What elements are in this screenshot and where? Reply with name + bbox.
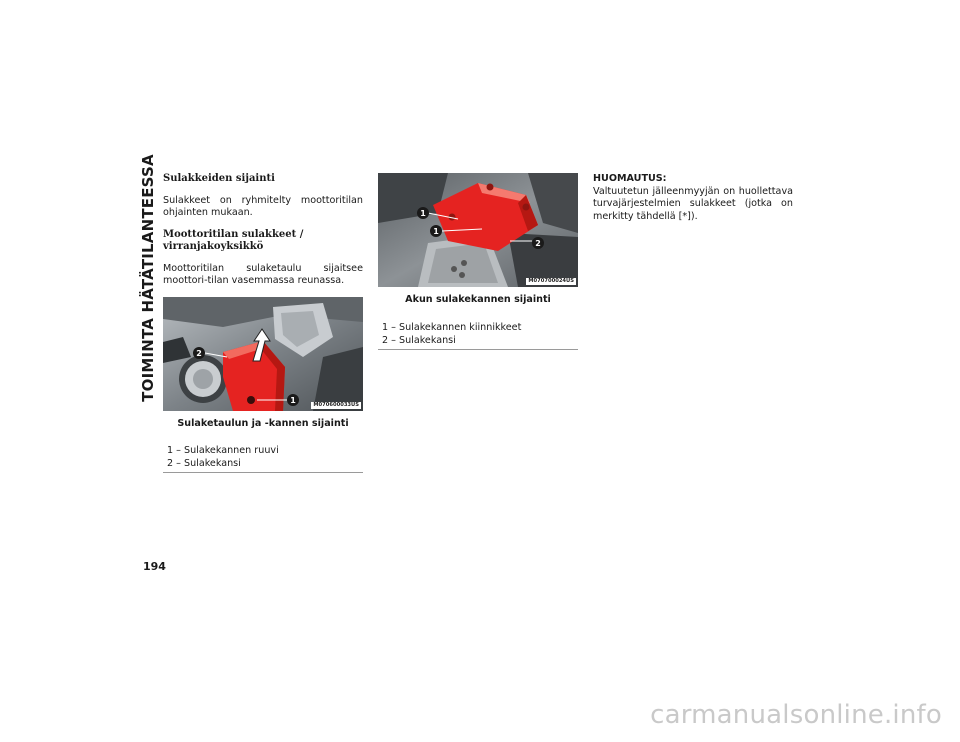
callout-2: 2 [196,348,202,358]
figure-caption: Akun sulakekannen sijainti [405,294,551,305]
figure-code: M070700024US [528,278,574,284]
battery-area-illustration [378,173,578,287]
note-title: HUOMAUTUS: [593,173,667,184]
engine-bay-illustration [163,297,363,411]
watermark: carmanualsonline.info [650,700,942,730]
paragraph-fuse-grouping: Sulakkeet on ryhmitelty moottoritilan ohjainten mukaan. [163,194,363,218]
callout-1b: 1 [433,227,439,236]
page-number: 194 [143,560,166,573]
legend-item: 2 – Sulakekansi [382,334,456,346]
legend-item: 1 – Sulakekannen ruuvi [167,445,279,456]
figure-battery-fuse-photo [378,173,578,287]
note-text: Valtuutetun jälleenmyyjän on huollettava turvajärjestelmien sulakkeet (jotka on merkitty tähdellä [*]). [593,185,793,222]
figure-fuse-panel-photo [163,297,363,411]
legend-divider [163,472,363,473]
figure-caption: Sulaketaulun ja -kannen sijainti [177,417,349,429]
legend-divider [378,349,578,350]
column-left [163,173,363,473]
heading-fuse-locations: Sulakkeiden sijainti [163,173,275,184]
paragraph-fuse-panel-location: Moottoritilan sulaketaulu sijaitsee moottori-tilan vasemmassa reunassa. [163,262,363,286]
chapter-side-title: TOIMINTA HÄTÄTILANTEESSA [139,153,158,402]
callout-1: 1 [290,395,296,405]
column-right [593,173,793,223]
legend-item: 1 – Sulakekannen kiinnikkeet [382,321,522,333]
heading-engine-fuses: Moottoritilan sulakkeet / virranjakoyksikkö [163,228,304,252]
legend-item: 2 – Sulakekansi [167,458,241,469]
figure-code: M070600033US [313,401,359,408]
callout-1a: 1 [420,209,426,218]
callout-2: 2 [535,239,541,248]
column-middle [378,173,578,350]
